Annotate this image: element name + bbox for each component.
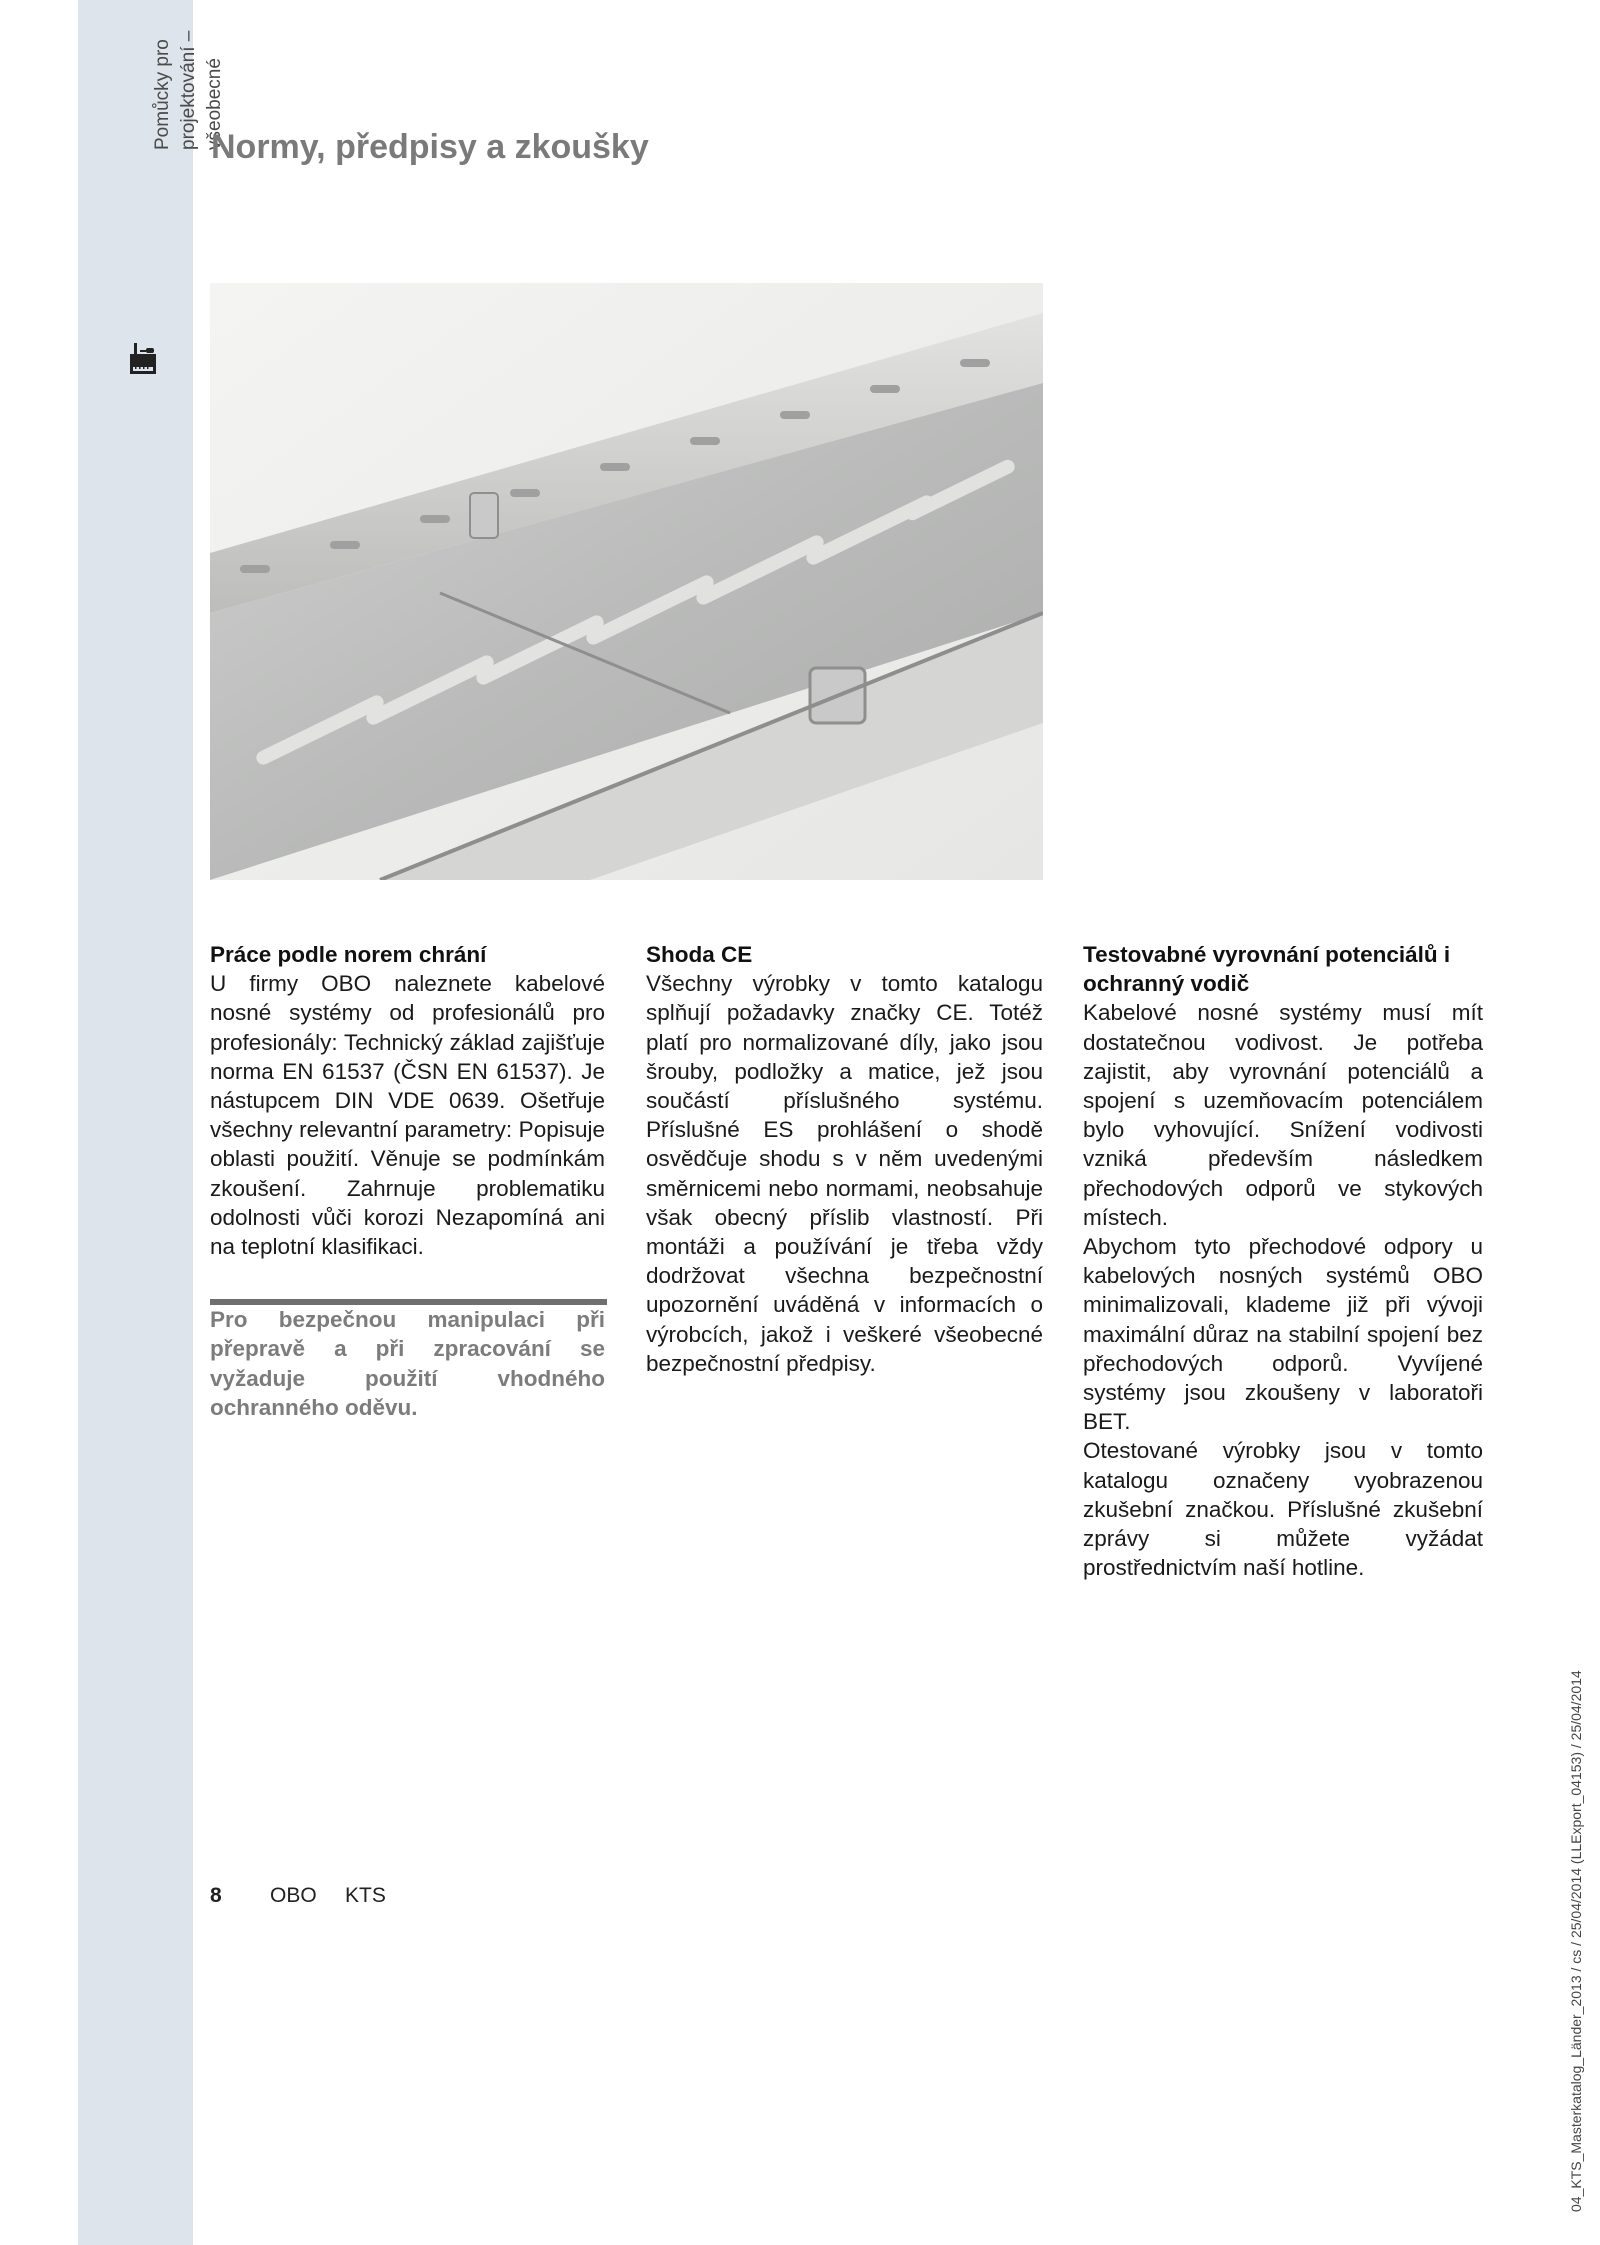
page-title: Normy, předpisy a zkoušky — [211, 128, 649, 166]
column-ce-conformity — [646, 940, 1043, 1378]
page-number: 8 — [210, 1884, 222, 1907]
section-label-line-2: projektování – — [178, 30, 199, 150]
footer-section: KTS — [345, 1884, 386, 1907]
print-imprint: 04_KTS_Masterkatalog_Länder_2013 / cs / 25/04/2014 (LLExport_04153) / 25/04/2014 — [1568, 1670, 1584, 2212]
column-standards — [210, 940, 605, 1422]
text-standards: U firmy OBO naleznete kabelové nosné systémy od profesionálů pro profesionály: Technický základ zajišťuje norma EN 61537 (ČSN EN 61537). Je nástupcem DIN VDE 0639. Ošetřuje všechny relevantní parametry: Popisuje oblasti použití. Věnuje se podmínkám zkoušení. Zahrnuje problematiku odolnosti vůči korozi Nezapomíná ani na teplotní klasifikaci. — [210, 971, 605, 1260]
ruler-screwdriver-icon — [128, 340, 158, 376]
text-bonding-p2: Abychom tyto přechodové odpory u kabelových nosných systémů OBO minimalizovali, klademe již při vývoji maximální důraz na stabilní spojení bez přechodových odporů. Vyvíjené systémy jsou zkoušeny v laboratoři BET. — [1083, 1234, 1483, 1435]
section-label-line-1: Pomůcky pro — [152, 39, 173, 150]
heading-standards: Práce podle norem chrání — [210, 942, 487, 967]
footer-brand: OBO — [270, 1884, 317, 1907]
safety-notice: Pro bezpečnou manipulaci při přepravě a při zpracování se vyžaduje použití vhodného ochranného oděvu. — [210, 1307, 605, 1420]
column-equipotential-bonding — [1083, 940, 1483, 1582]
text-bonding-p1: Kabelové nosné systémy musí mít dostatečnou vodivost. Je potřeba zajistit, aby vyrovnání potenciálů a spojení s uzemňovacím potenciálem bylo vyhovující. Snížení vodivosti vzniká především následkem přechodových odporů ve stykových místech. — [1083, 1000, 1483, 1230]
heading-equipotential-bonding: Testovabné vyrovnání potenciálů i ochranný vodič — [1083, 942, 1451, 997]
text-ce-conformity: Všechny výrobky v tomto katalogu splňují požadavky značky CE. Totéž platí pro normalizované díly, jako jsou šrouby, podložky a matice, jež jsou součástí příslušného systému. Příslušné ES prohlášení o shodě osvědčuje shodu s v něm uvedenými směrnicemi nebo normami, neobsahuje však obecný příslib vlastností. Při montáži a používání je třeba vždy dodržovat všechna bezpečnostní upozornění uváděná v informacích o výrobcích, jakož i veškeré všeobecné bezpečnostní předpisy. — [646, 971, 1043, 1376]
cable-tray-photo — [210, 283, 1043, 880]
section-label-line-3: všeobecné — [204, 58, 225, 150]
sidebar — [78, 0, 193, 2245]
heading-ce-conformity: Shoda CE — [646, 942, 753, 967]
text-bonding-p3: Otestované výrobky jsou v tomto katalogu označeny vyobrazenou zkušební značkou. Příslušné zkušební zprávy si můžete vyžádat prostřednictvím naší hotline. — [1083, 1438, 1483, 1581]
